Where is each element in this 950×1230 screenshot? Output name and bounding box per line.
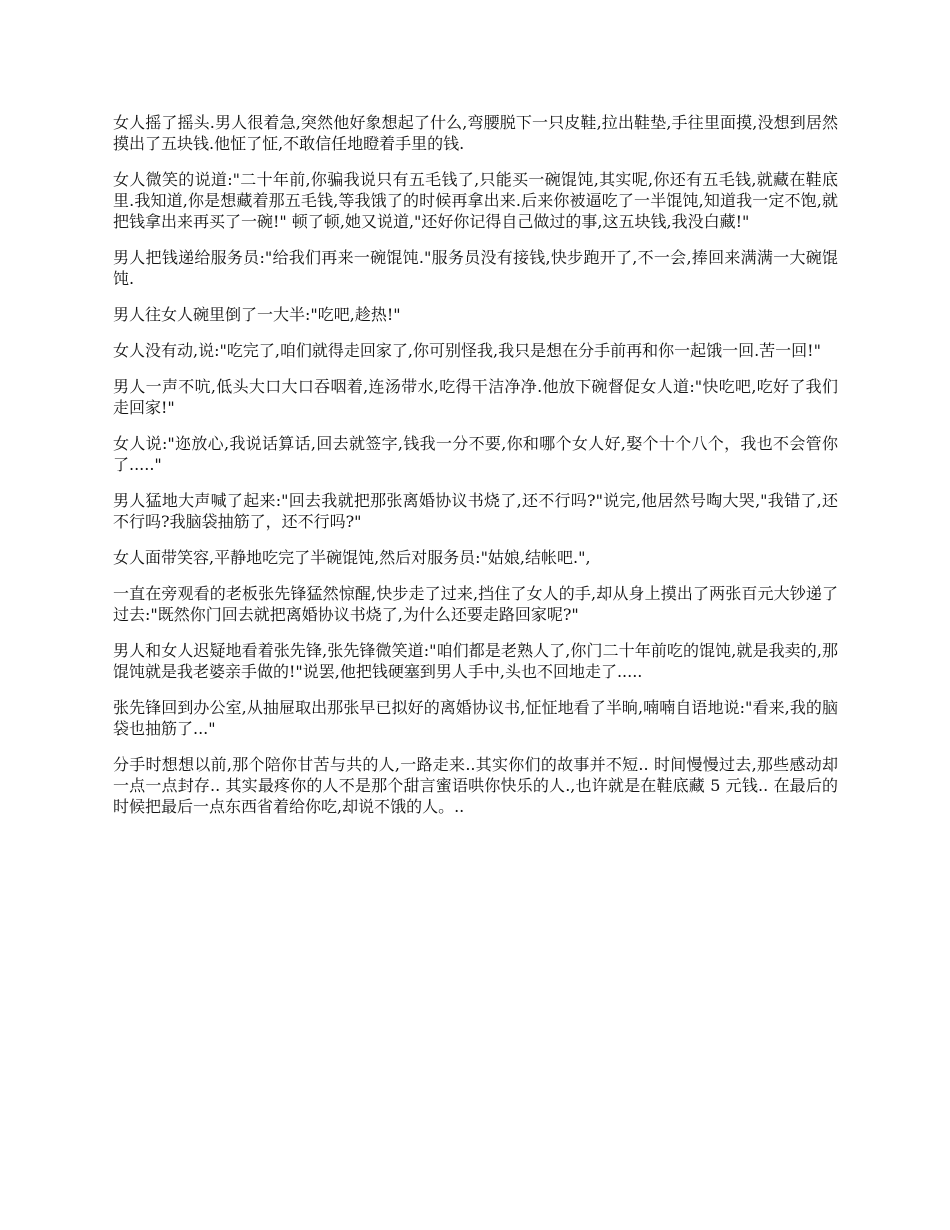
paragraph: 一直在旁观看的老板张先锋猛然惊醒,快步走了过来,挡住了女人的手,却从身上摸出了两张百元大钞递了过去:"既然你门回去就把离婚协议书烧了,为什么还要走路回家呢?" <box>113 584 838 624</box>
paragraph: 男人一声不吭,低头大口大口吞咽着,连汤带水,吃得干洁净净.他放下碗督促女人道:"快吃吧,吃好了我们走回家!" <box>113 377 838 417</box>
paragraph: 男人往女人碗里倒了一大半:"吃吧,趁热!" <box>113 305 401 324</box>
paragraph: 女人说:"迩放心,我说话算话,回去就签字,钱我一分不要,你和哪个女人好,娶个十个八个，我也不会管你了....." <box>113 434 838 474</box>
paragraph: 男人猛地大声喊了起来:"回去我就把那张离婚协议书烧了,还不行吗?"说完,他居然号啕大哭,"我错了,还不行吗?我脑袋抽筋了，还不行吗?" <box>113 491 838 531</box>
paragraph: 男人和女人迟疑地看着张先锋,张先锋微笑道:"咱们都是老熟人了,你门二十年前吃的馄饨,就是我卖的,那馄饨就是我老婆亲手做的!"说罢,他把钱硬塞到男人手中,头也不回地走了..... <box>113 641 838 681</box>
paragraph: 女人面带笑容,平静地吃完了半碗馄饨,然后对服务员:"姑娘,结帐吧.", <box>113 548 591 567</box>
paragraph: 分手时想想以前,那个陪你甘苦与共的人,一路走来..其实你们的故事并不短.. 时间慢慢过去,那些感动却一点一点封存.. 其实最疼你的人不是那个甜言蜜语哄你快乐的人.,也许就是在鞋底藏 5 元钱.. 在最后的时候把最后一点东西省着给你吃,却说不饿的人。.. <box>113 755 838 816</box>
paragraph: 张先锋回到办公室,从抽屉取出那张早已拟好的离婚协议书,怔怔地看了半晌,喃喃自语地说:"看来,我的脑袋也抽筋了..." <box>113 698 838 738</box>
paragraph: 女人微笑的说道:"二十年前,你骗我说只有五毛钱了,只能买一碗馄饨,其实呢,你还有五毛钱,就藏在鞋底里.我知道,你是想藏着那五毛钱,等我饿了的时候再拿出来.后来你被逼吃了一半馄饨,知道我一定不饱,就把钱拿出来再买了一碗!" 顿了顿,她又说道,"还好你记得自己做过的事,这五块钱,我没白藏!" <box>113 170 838 231</box>
paragraph: 女人没有动,说:"吃完了,咱们就得走回家了,你可别怪我,我只是想在分手前再和你一起饿一回.苦一回!" <box>113 341 821 360</box>
document-body <box>113 112 838 832</box>
paragraph: 女人摇了摇头.男人很着急,突然他好象想起了什么,弯腰脱下一只皮鞋,拉出鞋垫,手往里面摸,没想到居然摸出了五块钱.他怔了怔,不敢信任地瞪着手里的钱. <box>113 113 838 153</box>
paragraph: 男人把钱递给服务员:"给我们再来一碗馄饨."服务员没有接钱,快步跑开了,不一会,捧回来满满一大碗馄饨. <box>113 248 838 288</box>
